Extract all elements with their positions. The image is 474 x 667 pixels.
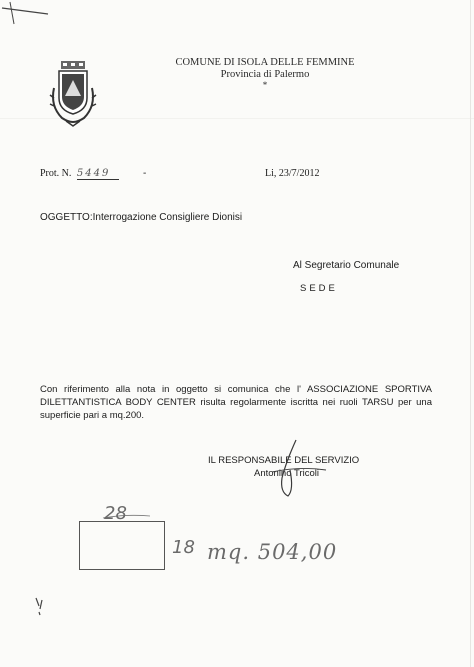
protocol-reference bbox=[40, 168, 119, 180]
handwritten-number-side: 18 bbox=[172, 537, 195, 558]
scan-edge bbox=[470, 0, 471, 667]
letter-body: Con riferimento alla nota in oggetto si comunica che l' ASSOCIAZIONE SPORTIVA DILETTANTISTICA BODY CENTER risulta regolarmente iscritta nei ruoli TARSU per una superficie pari a mq.200. bbox=[40, 384, 432, 421]
letter-date: Li, 23/7/2012 bbox=[265, 168, 320, 179]
signatory-title: IL RESPONSABILE DEL SERVIZIO bbox=[208, 455, 360, 466]
municipality-name: COMUNE DI ISOLA DELLE FEMMINE bbox=[175, 57, 355, 68]
recipient-line: Al Segretario Comunale bbox=[293, 260, 400, 271]
annotation-box bbox=[79, 521, 165, 570]
letterhead bbox=[150, 57, 380, 90]
handwritten-number: 28 bbox=[104, 503, 127, 524]
recipient-location: SEDE bbox=[300, 283, 338, 294]
letter-subject: OGGETTO:Interrogazione Consigliere Dionisi bbox=[40, 212, 243, 223]
protocol-number: 5449 bbox=[77, 168, 119, 180]
coat-of-arms-emblem bbox=[48, 58, 98, 128]
signatory-name: Antonino Tricoli bbox=[254, 468, 319, 479]
letterhead-asterisk: * bbox=[262, 80, 268, 90]
handwritten-amount: mq. 504,00 bbox=[207, 540, 338, 564]
province-name: Provincia di Palermo bbox=[220, 69, 310, 80]
separator-dash: - bbox=[143, 168, 147, 179]
protocol-label: Prot. N. bbox=[40, 168, 72, 179]
pen-mark bbox=[0, 0, 60, 30]
